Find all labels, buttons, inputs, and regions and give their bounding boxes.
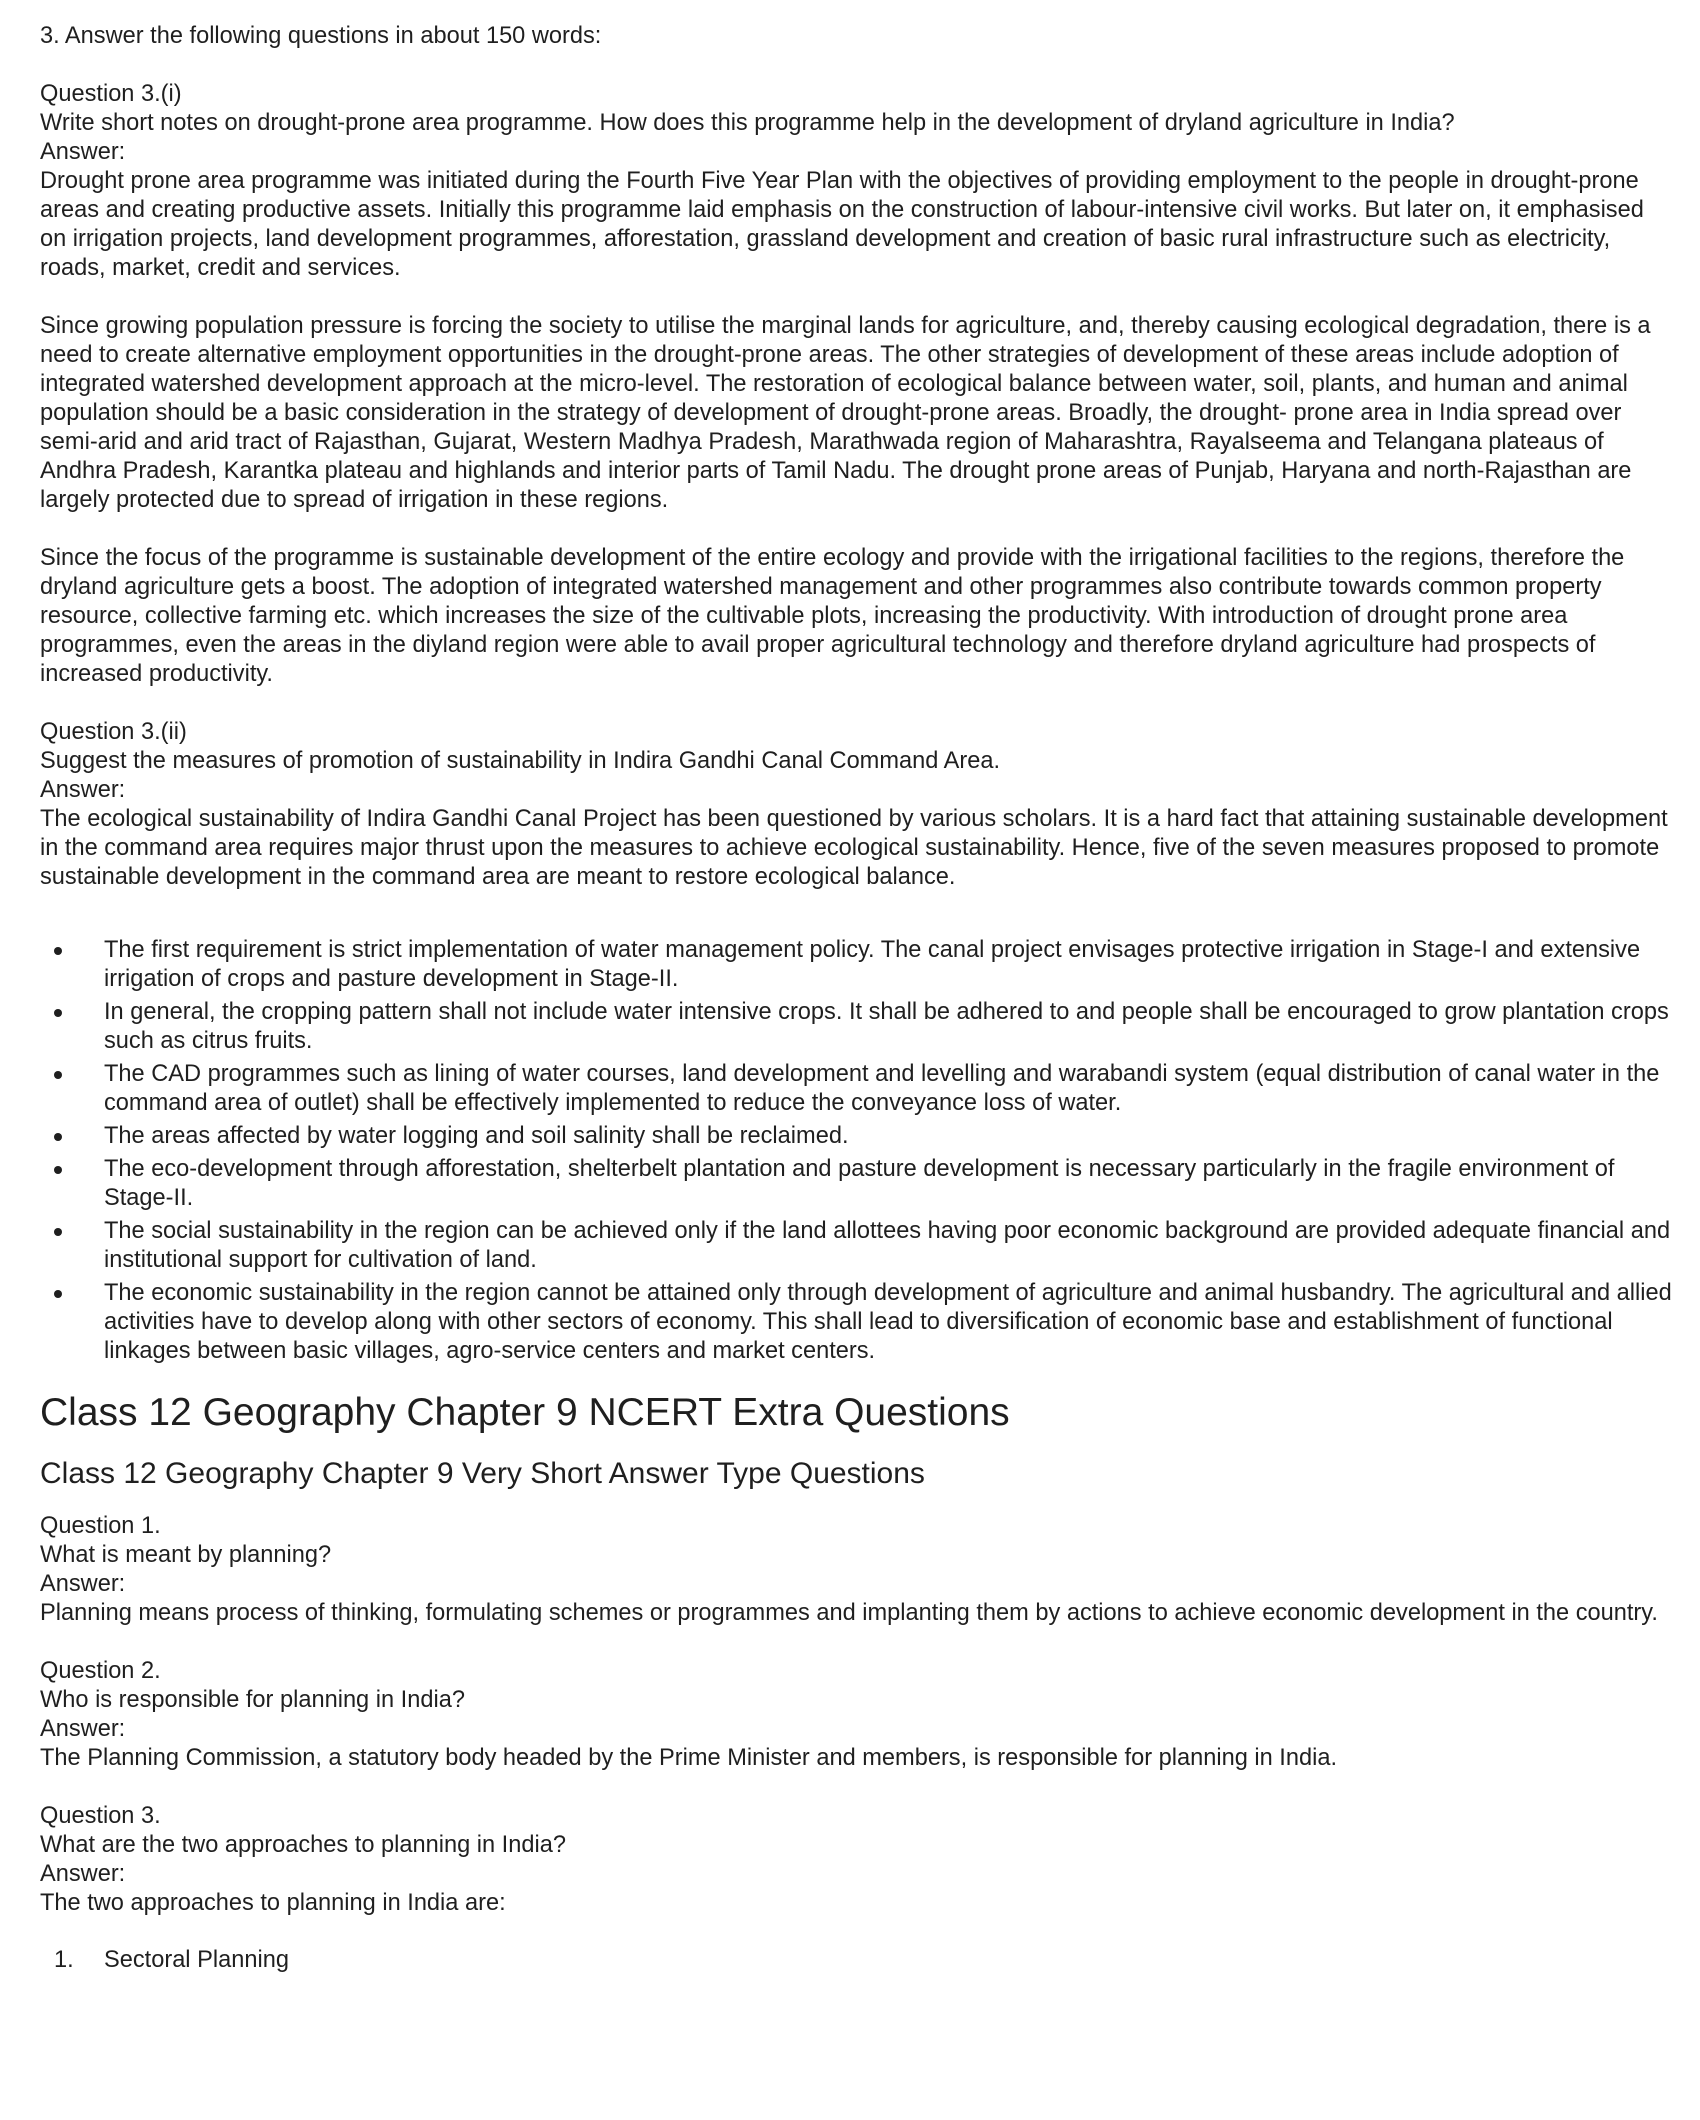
question-label: Question 1. [40,1513,161,1539]
list-item [40,1279,1676,1366]
bullet-icon [54,947,62,955]
answer-text: The Planning Commission, a statutory body headed by the Prime Minister and members, is responsible for planning in India. [40,1745,1338,1771]
list-item [40,1155,1676,1213]
answer-label: Answer: [40,139,126,165]
approaches-list [40,1946,1676,1975]
question-text: What are the two approaches to planning in India? [40,1832,566,1858]
question-label: Question 2. [40,1658,161,1684]
question-3 [40,1802,1676,1975]
section-heading: Class 12 Geography Chapter 9 NCERT Extra Questions [40,1391,1010,1434]
answer-paragraph: Drought prone area programme was initiated during the Fourth Five Year Plan with the objectives of providing employment to the people in drought-prone areas and creating productive assets. Initially this programme laid emphasis on the construction of labour-intensive civil works. But later on, it emphasised on irrigation projects, land development programmes, afforestation, grassland development and creation of basic rural infrastructure such as electricity, roads, market, credit and services. [40,168,1644,281]
bullet-icon [54,1009,62,1017]
list-item [40,1217,1676,1275]
list-item [40,936,1676,994]
list-item-text: The areas affected by water logging and soil salinity shall be reclaimed. [104,1123,849,1149]
list-item-text: The social sustainability in the region can be achieved only if the land allottees having poor economic background are provided adequate financial and institutional support for cultivation of land. [104,1218,1671,1273]
list-item-text: The first requirement is strict implementation of water management policy. The canal project envisages protective irrigation in Stage-I and extensive irrigation of crops and pasture development in Stage-II. [104,937,1641,992]
list-item-text: The eco-development through afforestation, shelterbelt plantation and pasture development is necessary particularly in the fragile environment of Stage-II. [104,1156,1615,1211]
answer-paragraph: Since growing population pressure is forcing the society to utilise the marginal lands for agriculture, and, thereby causing ecological degradation, there is a need to create alternative employment opportunities in the drought-prone areas. The other strategies of development of these areas include adoption of integrated watershed development approach at the micro-level. The restoration of ecological balance between water, soil, plants, and human and animal population should be a basic consideration in the strategy of development of drought-prone areas. Broadly, the drought- prone area in India spread over semi-arid and arid tract of Rajasthan, Gujarat, Western Madhya Pradesh, Marathwada region of Maharashtra, Rayalseema and Telangana plateaus of Andhra Pradesh, Karantka plateau and highlands and interior parts of Tamil Nadu. The drought prone areas of Punjab, Haryana and north-Rajasthan are largely protected due to spread of irrigation in these regions. [40,313,1651,513]
list-number: 1. [54,1947,74,1973]
question-label: Question 3.(ii) [40,719,187,745]
bullet-icon [54,1290,62,1298]
answer-label: Answer: [40,1571,126,1597]
section-intro [40,22,1676,51]
bullet-icon [54,1133,62,1141]
question-3-i [40,80,1676,689]
bullet-icon [54,1071,62,1079]
question-label: Question 3. [40,1803,161,1829]
question-text: Who is responsible for planning in India? [40,1687,465,1713]
answer-label: Answer: [40,777,126,803]
answer-label: Answer: [40,1716,126,1742]
answer-text: Planning means process of thinking, formulating schemes or programmes and implanting them by actions to achieve economic development in the country. [40,1600,1658,1626]
question-text: Suggest the measures of promotion of sustainability in Indira Gandhi Canal Command Area. [40,748,1001,774]
answer-label: Answer: [40,1861,126,1887]
list-item-text: Sectoral Planning [104,1947,289,1973]
list-item [40,1946,1676,1975]
bullet-icon [54,1166,62,1174]
question-1 [40,1512,1676,1628]
answer-paragraph: The ecological sustainability of Indira Gandhi Canal Project has been questioned by various scholars. It is a hard fact that attaining sustainable development in the command area requires major thrust upon the measures to achieve ecological sustainability. Hence, five of the seven measures proposed to promote sustainable development in the command area are meant to restore ecological balance. [40,806,1668,890]
section-subheading: Class 12 Geography Chapter 9 Very Short Answer Type Questions [40,1457,925,1490]
answer-paragraph: Since the focus of the programme is sustainable development of the entire ecology and provide with the irrigational facilities to the regions, therefore the dryland agriculture gets a boost. The adoption of integrated watershed management and other programmes also contribute towards common property resource, collective farming etc. which increases the size of the cultivable plots, increasing the productivity. With introduction of drought prone area programmes, even the areas in the diyland region were able to avail proper agricultural technology and therefore dryland agriculture had prospects of increased productivity. [40,545,1625,687]
question-2 [40,1657,1676,1773]
list-item [40,1060,1676,1118]
list-item-text: In general, the cropping pattern shall not include water intensive crops. It shall be adhered to and people shall be encouraged to grow plantation crops such as citrus fruits. [104,999,1669,1054]
question-label: Question 3.(i) [40,81,182,107]
measures-list [40,936,1676,1366]
answer-text: The two approaches to planning in India are: [40,1890,506,1916]
question-text: What is meant by planning? [40,1542,332,1568]
document-page [40,22,1676,1975]
intro-text: 3. Answer the following questions in about 150 words: [40,23,602,49]
bullet-icon [54,1228,62,1236]
list-item-text: The CAD programmes such as lining of water courses, land development and levelling and warabandi system (equal distribution of canal water in the command area of outlet) shall be effectively implemented to reduce the conveyance loss of water. [104,1061,1660,1116]
list-item-text: The economic sustainability in the region cannot be attained only through development of agriculture and animal husbandry. The agricultural and allied activities have to develop along with other sectors of economy. This shall lead to diversification of economic base and establishment of functional linkages between basic villages, agro-service centers and market centers. [104,1280,1672,1364]
list-item [40,1122,1676,1151]
question-text: Write short notes on drought-prone area programme. How does this programme help in the development of dryland agriculture in India? [40,110,1455,136]
question-3-ii [40,718,1676,1366]
list-item [40,998,1676,1056]
